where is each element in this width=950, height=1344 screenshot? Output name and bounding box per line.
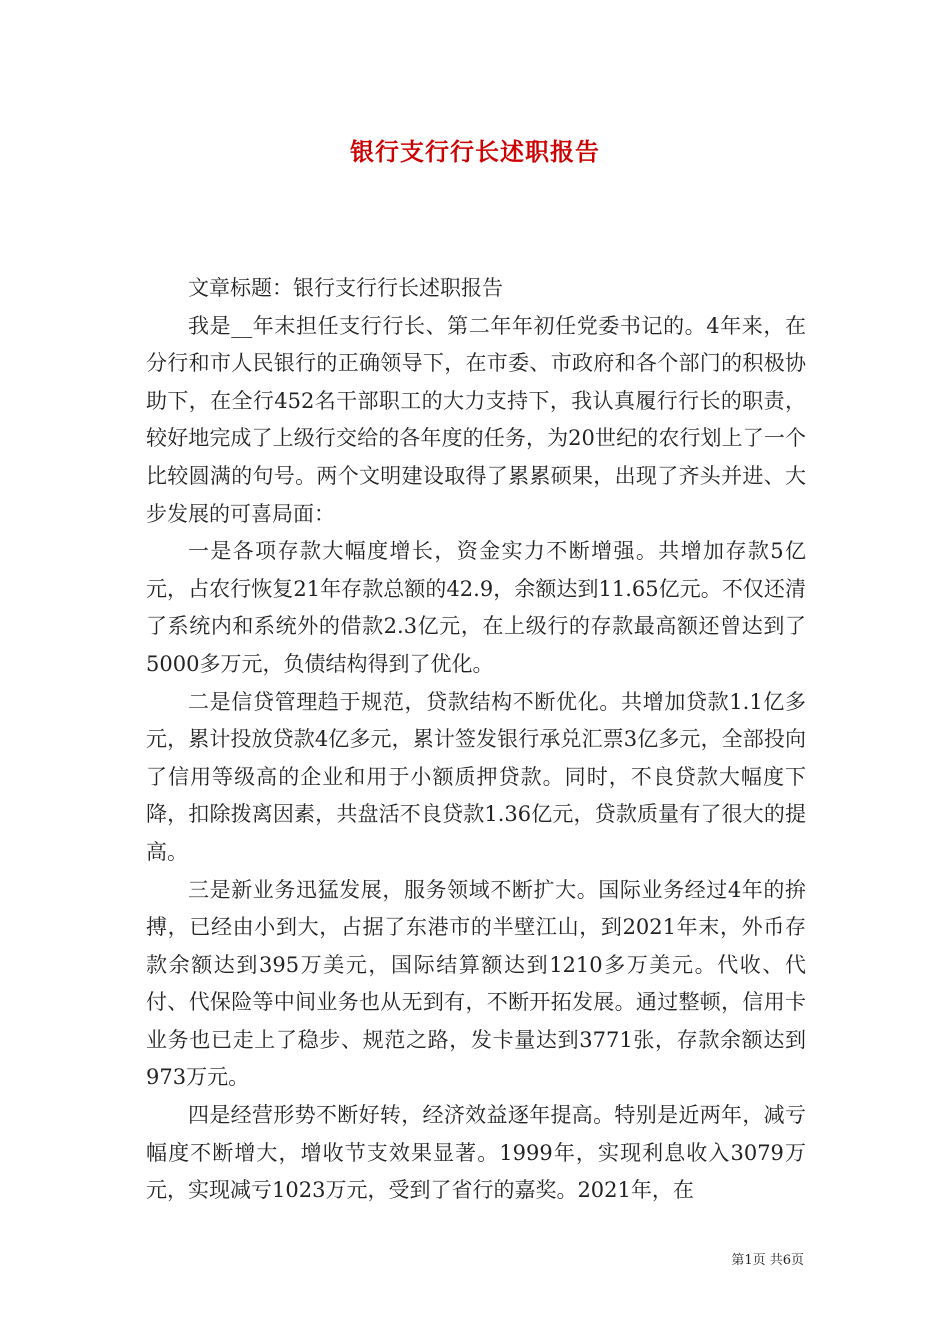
page-number: 第1页 共6页	[731, 1253, 804, 1268]
paragraph-performance: 四是经营形势不断好转，经济效益逐年提高。特别是近两年，减亏幅度不断增大，增收节支效果显著。1999年，实现利息收入3079万元，实现减亏1023万元，受到了省行的嘉奖。2021年，在	[146, 1103, 806, 1203]
paragraph-article-title: 文章标题：银行支行行长述职报告	[188, 276, 503, 300]
paragraph-deposits: 一是各项存款大幅度增长，资金实力不断增强。共增加存款5亿元，占农行恢复21年存款总额的42.9，余额达到11.65亿元。不仅还清了系统内和系统外的借款2.3亿元，在上级行的存款最高额还曾达到了5000多万元，负债结构得到了优化。	[146, 539, 806, 676]
paragraph-new-business: 三是新业务迅猛发展，服务领域不断扩大。国际业务经过4年的拚搏，已经由小到大，占据了东港市的半壁江山，到2021年末，外币存款余额达到395万美元，国际结算额达到1210多万美元。代收、代付、代保险等中间业务也从无到有，不断开拓发展。通过整顿，信用卡业务也已走上了稳步、规范之路，发卡量达到3771张，存款余额达到973万元。	[146, 877, 806, 1090]
document-body	[146, 270, 806, 1210]
paragraph-credit: 二是信贷管理趋于规范，贷款结构不断优化。共增加贷款1.1亿多元，累计投放贷款4亿多元，累计签发银行承兑汇票3亿多元，全部投向了信用等级高的企业和用于小额质押贷款。同时，不良贷款大幅度下降，扣除拨离因素，共盘活不良贷款1.36亿元，贷款质量有了很大的提高。	[146, 689, 806, 864]
page-title: 银行支行行长述职报告	[350, 137, 600, 166]
paragraph-intro: 我是__年末担任支行行长、第二年年初任党委书记的。4年来，在分行和市人民银行的正确领导下，在市委、市政府和各个部门的积极协助下，在全行452名干部职工的大力支持下，我认真履行行长的职责，较好地完成了上级行交给的各年度的任务，为20世纪的农行划上了一个比较圆满的句号。两个文明建设取得了累累硕果，出现了齐头并进、大步发展的可喜局面：	[146, 313, 806, 526]
